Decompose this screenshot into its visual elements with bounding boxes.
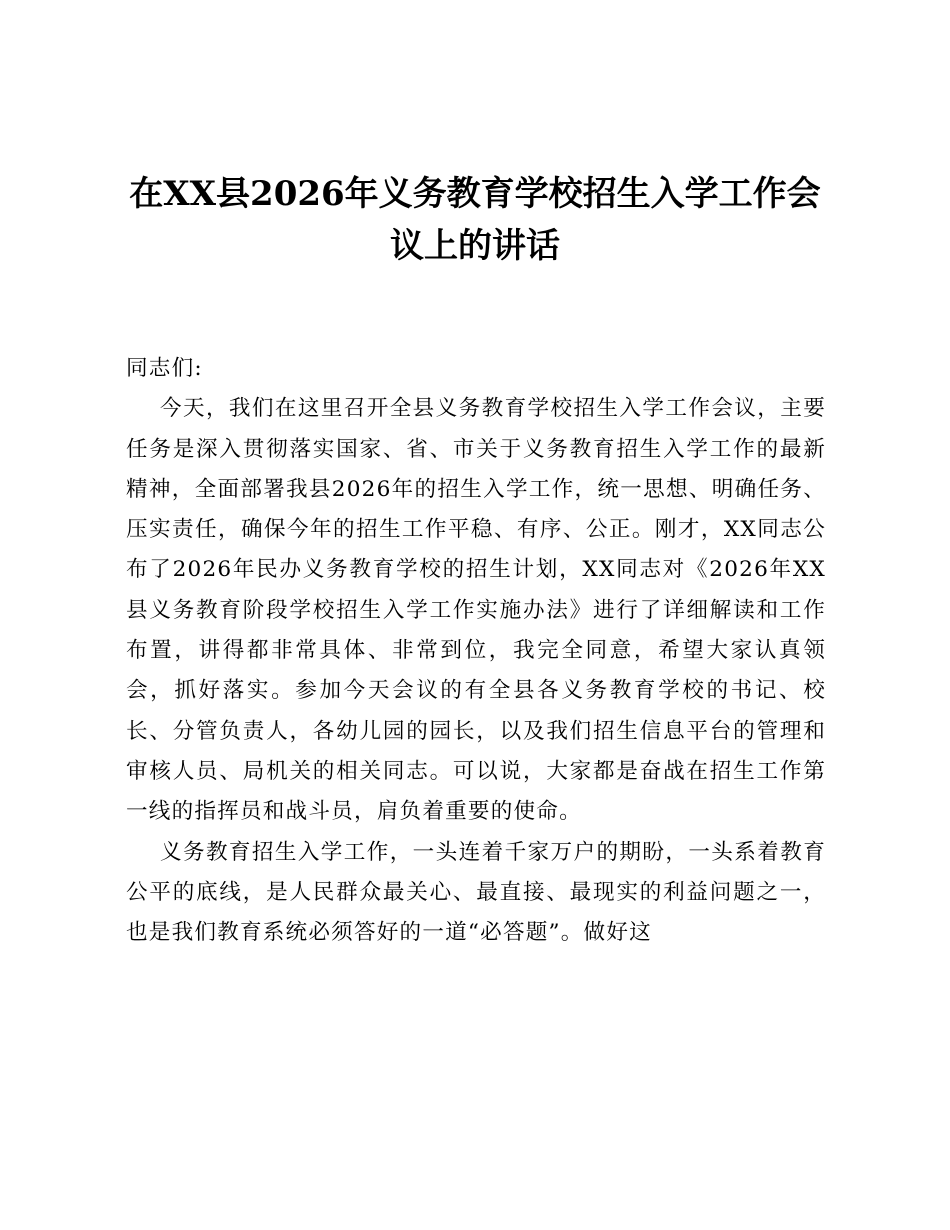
paragraph-1: 今天，我们在这里召开全县义务教育学校招生入学工作会议，主要任务是深入贯彻落实国家、省、市关于义务教育招生入学工作的最新精神，全面部署我县2026年的招生入学工作，统一思想、明确任务、压实责任，确保今年的招生工作平稳、有序、公正。刚才，XX同志公布了2026年民办义务教育学校的招生计划，XX同志对《2026年XX县义务教育阶段学校招生入学工作实施办法》进行了详细解读和工作布置，讲得都非常具体、非常到位，我完全同意，希望大家认真领会，抓好落实。参加今天会议的有全县各义务教育学校的书记、校长、分管负责人，各幼儿园的园长，以及我们招生信息平台的管理和审核人员、局机关的相关同志。可以说，大家都是奋战在招生工作第一线的指挥员和战斗员，肩负着重要的使命。	[126, 396, 826, 825]
document-body	[126, 349, 826, 953]
document-title: 在XX县2026年义务教育学校招生入学工作会议上的讲话	[129, 174, 821, 266]
salutation: 同志们:	[126, 356, 203, 381]
paragraph-2: 义务教育招生入学工作，一头连着千家万户的期盼，一头系着教育公平的底线，是人民群众最关心、最直接、最现实的利益问题之一，也是我们教育系统必须答好的一道“必答题”。做好这	[126, 839, 826, 946]
